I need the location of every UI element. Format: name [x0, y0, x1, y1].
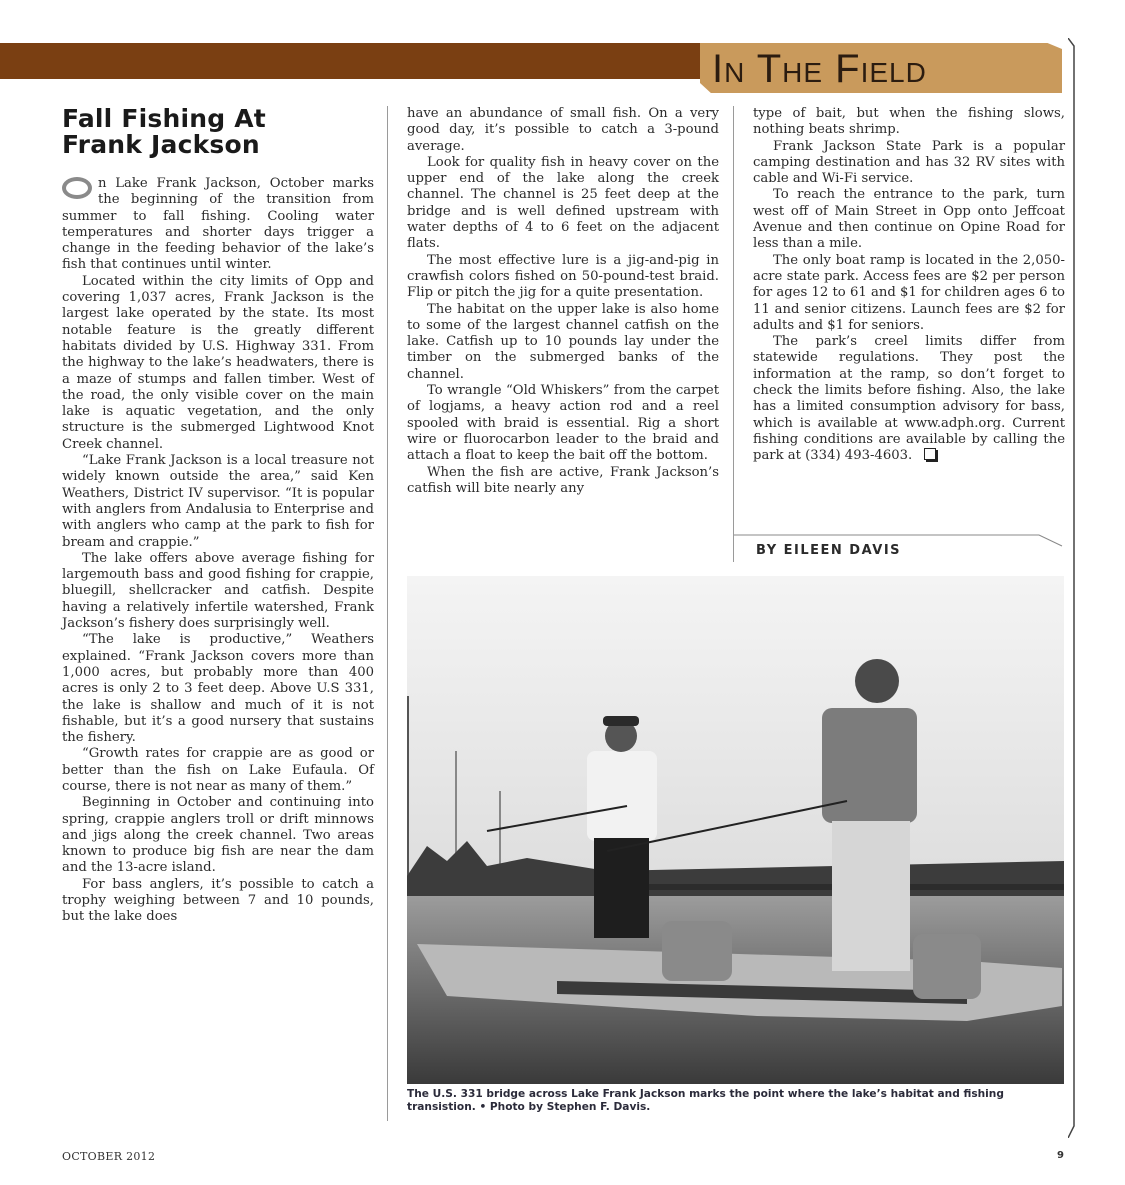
- article-column-2: [407, 106, 719, 497]
- section-title: In The Field: [712, 47, 927, 91]
- article-paragraph: For bass anglers, it’s possible to catch a trophy weighing between 7 and 10 pounds, but the lake does: [62, 876, 374, 925]
- article-paragraph: The park’s creel limits differ from statewide regulations. They post the information at the ramp, so don’t forget to check the limits before fishing. Also, the lake has a limited consumption advisory for bass, which is available at www.adph.org. Current fishing conditions are available by calling the park at (334) 493-4603.: [753, 334, 1065, 464]
- article-paragraph: “Growth rates for crappie are as good or better than the fish on Lake Eufaula. Of course, there is not near as many of them.”: [62, 746, 374, 794]
- page-number: 9: [1057, 1150, 1064, 1161]
- article-paragraph: To reach the entrance to the park, turn west off of Main Street in Opp onto Jeffcoat Avenue and then continue on Opine Road for less than a mile.: [753, 187, 1065, 252]
- article-paragraph: Look for quality fish in heavy cover on the upper end of the lake along the creek channel. The channel is 25 feet deep at the bridge and is well defined upstream with water depths of 4 to 6 feet on the adjacent flats.: [407, 154, 719, 252]
- article-paragraph: The most effective lure is a jig-and-pig in crawfish colors fished on 50-pound-test braid. Flip or pitch the jig for a quite presentation.: [407, 252, 719, 301]
- column-divider: [387, 106, 388, 1121]
- article-byline: BY EILEEN DAVIS: [756, 543, 902, 558]
- article-paragraph: The habitat on the upper lake is also home to some of the largest channel catfish on the lake. Catfish up to 10 pounds lay under the timber on the submerged banks of the channel.: [407, 301, 719, 382]
- page-edge-bracket: [1068, 38, 1076, 1138]
- article-paragraph: “The lake is productive,” Weathers explained. “Frank Jackson covers more than 1,000 acres, but probably more than 400 acres is only 2 to 3 feet deep. Above U.S 331, the lake is shallow and much of it is not fishable, but it’s a good nursery that sustains the fishery.: [62, 632, 374, 746]
- article-column-1: [62, 106, 374, 926]
- end-of-article-icon: [924, 448, 936, 460]
- issue-date: OCTOBER 2012: [62, 1150, 156, 1163]
- article-paragraph: To wrangle “Old Whiskers” from the carpet of logjams, a heavy action rod and a reel spooled with braid is essential. Rig a short wire or fluorocarbon leader to the braid and attach a float to keep the bait off the bottom.: [407, 383, 719, 464]
- article-paragraph: n Lake Frank Jackson, October marks the beginning of the transition from summer to fall fishing. Cooling water temperatures and shorter days trigger a change in the feeding behavior of the lake’s fish that continues until winter.: [62, 176, 374, 273]
- article-paragraph: have an abundance of small fish. On a very good day, it’s possible to catch a 3-pound average.: [407, 106, 719, 154]
- section-banner-bar: [0, 43, 700, 79]
- article-headline: [62, 106, 374, 158]
- article-paragraph: Frank Jackson State Park is a popular camping destination and has 32 RV sites with cable and Wi-Fi service.: [753, 138, 1065, 187]
- article-paragraph: When the fish are active, Frank Jackson’s catfish will bite nearly any: [407, 464, 719, 496]
- article-paragraph: The lake offers above average fishing for largemouth bass and good fishing for crappie, bluegill, shellcracker and catfish. Despite having a relatively infertile watershed, Frank Jackson’s fishery does surprisingly well.: [62, 550, 374, 632]
- headline-line-2: Frank Jackson: [62, 130, 260, 159]
- article-paragraph: Located within the city limits of Opp and covering 1,037 acres, Frank Jackson is the largest lake operated by the state. Its most notable feature is the greatly different habitats divided by U.S. Highway 331. From the highway to the lake’s headwaters, there is a maze of stumps and fallen timber. West of the road, the only visible cover on the main lake is aquatic vegetation, and the only structure is the submerged Lightwood Knot Creek channel.: [62, 273, 374, 452]
- article-paragraph: The only boat ramp is located in the 2,050-acre state park. Access fees are $2 per person for ages 12 to 61 and $1 for children ages 6 to 11 and senior citizens. Launch fees are $2 for adults and $1 for seniors.: [753, 252, 1065, 333]
- article-paragraph: type of bait, but when the fishing slows, nothing beats shrimp.: [753, 106, 1065, 138]
- article-paragraph: Beginning in October and continuing into spring, crappie anglers troll or drift minnows and jigs along the creek channel. Two areas known to produce big fish are near the dam and the 13-acre island.: [62, 795, 374, 876]
- photo-caption: The U.S. 331 bridge across Lake Frank Jackson marks the point where the lake’s habitat and fishing transistion. • Photo by Stephen F. Davis.: [407, 1088, 1004, 1113]
- article-photo: [407, 576, 1064, 1084]
- article-column-3: [753, 106, 1065, 465]
- column-divider: [733, 106, 734, 562]
- headline-line-1: Fall Fishing At: [62, 104, 266, 133]
- article-paragraph: “Lake Frank Jackson is a local treasure not widely known outside the area,” said Ken Weathers, District IV supervisor. “It is popular with anglers from Andalusia to Enterprise and with anglers who camp at the park to fish for bream and crappie.”: [62, 453, 374, 550]
- dropcap-letter: [62, 177, 92, 199]
